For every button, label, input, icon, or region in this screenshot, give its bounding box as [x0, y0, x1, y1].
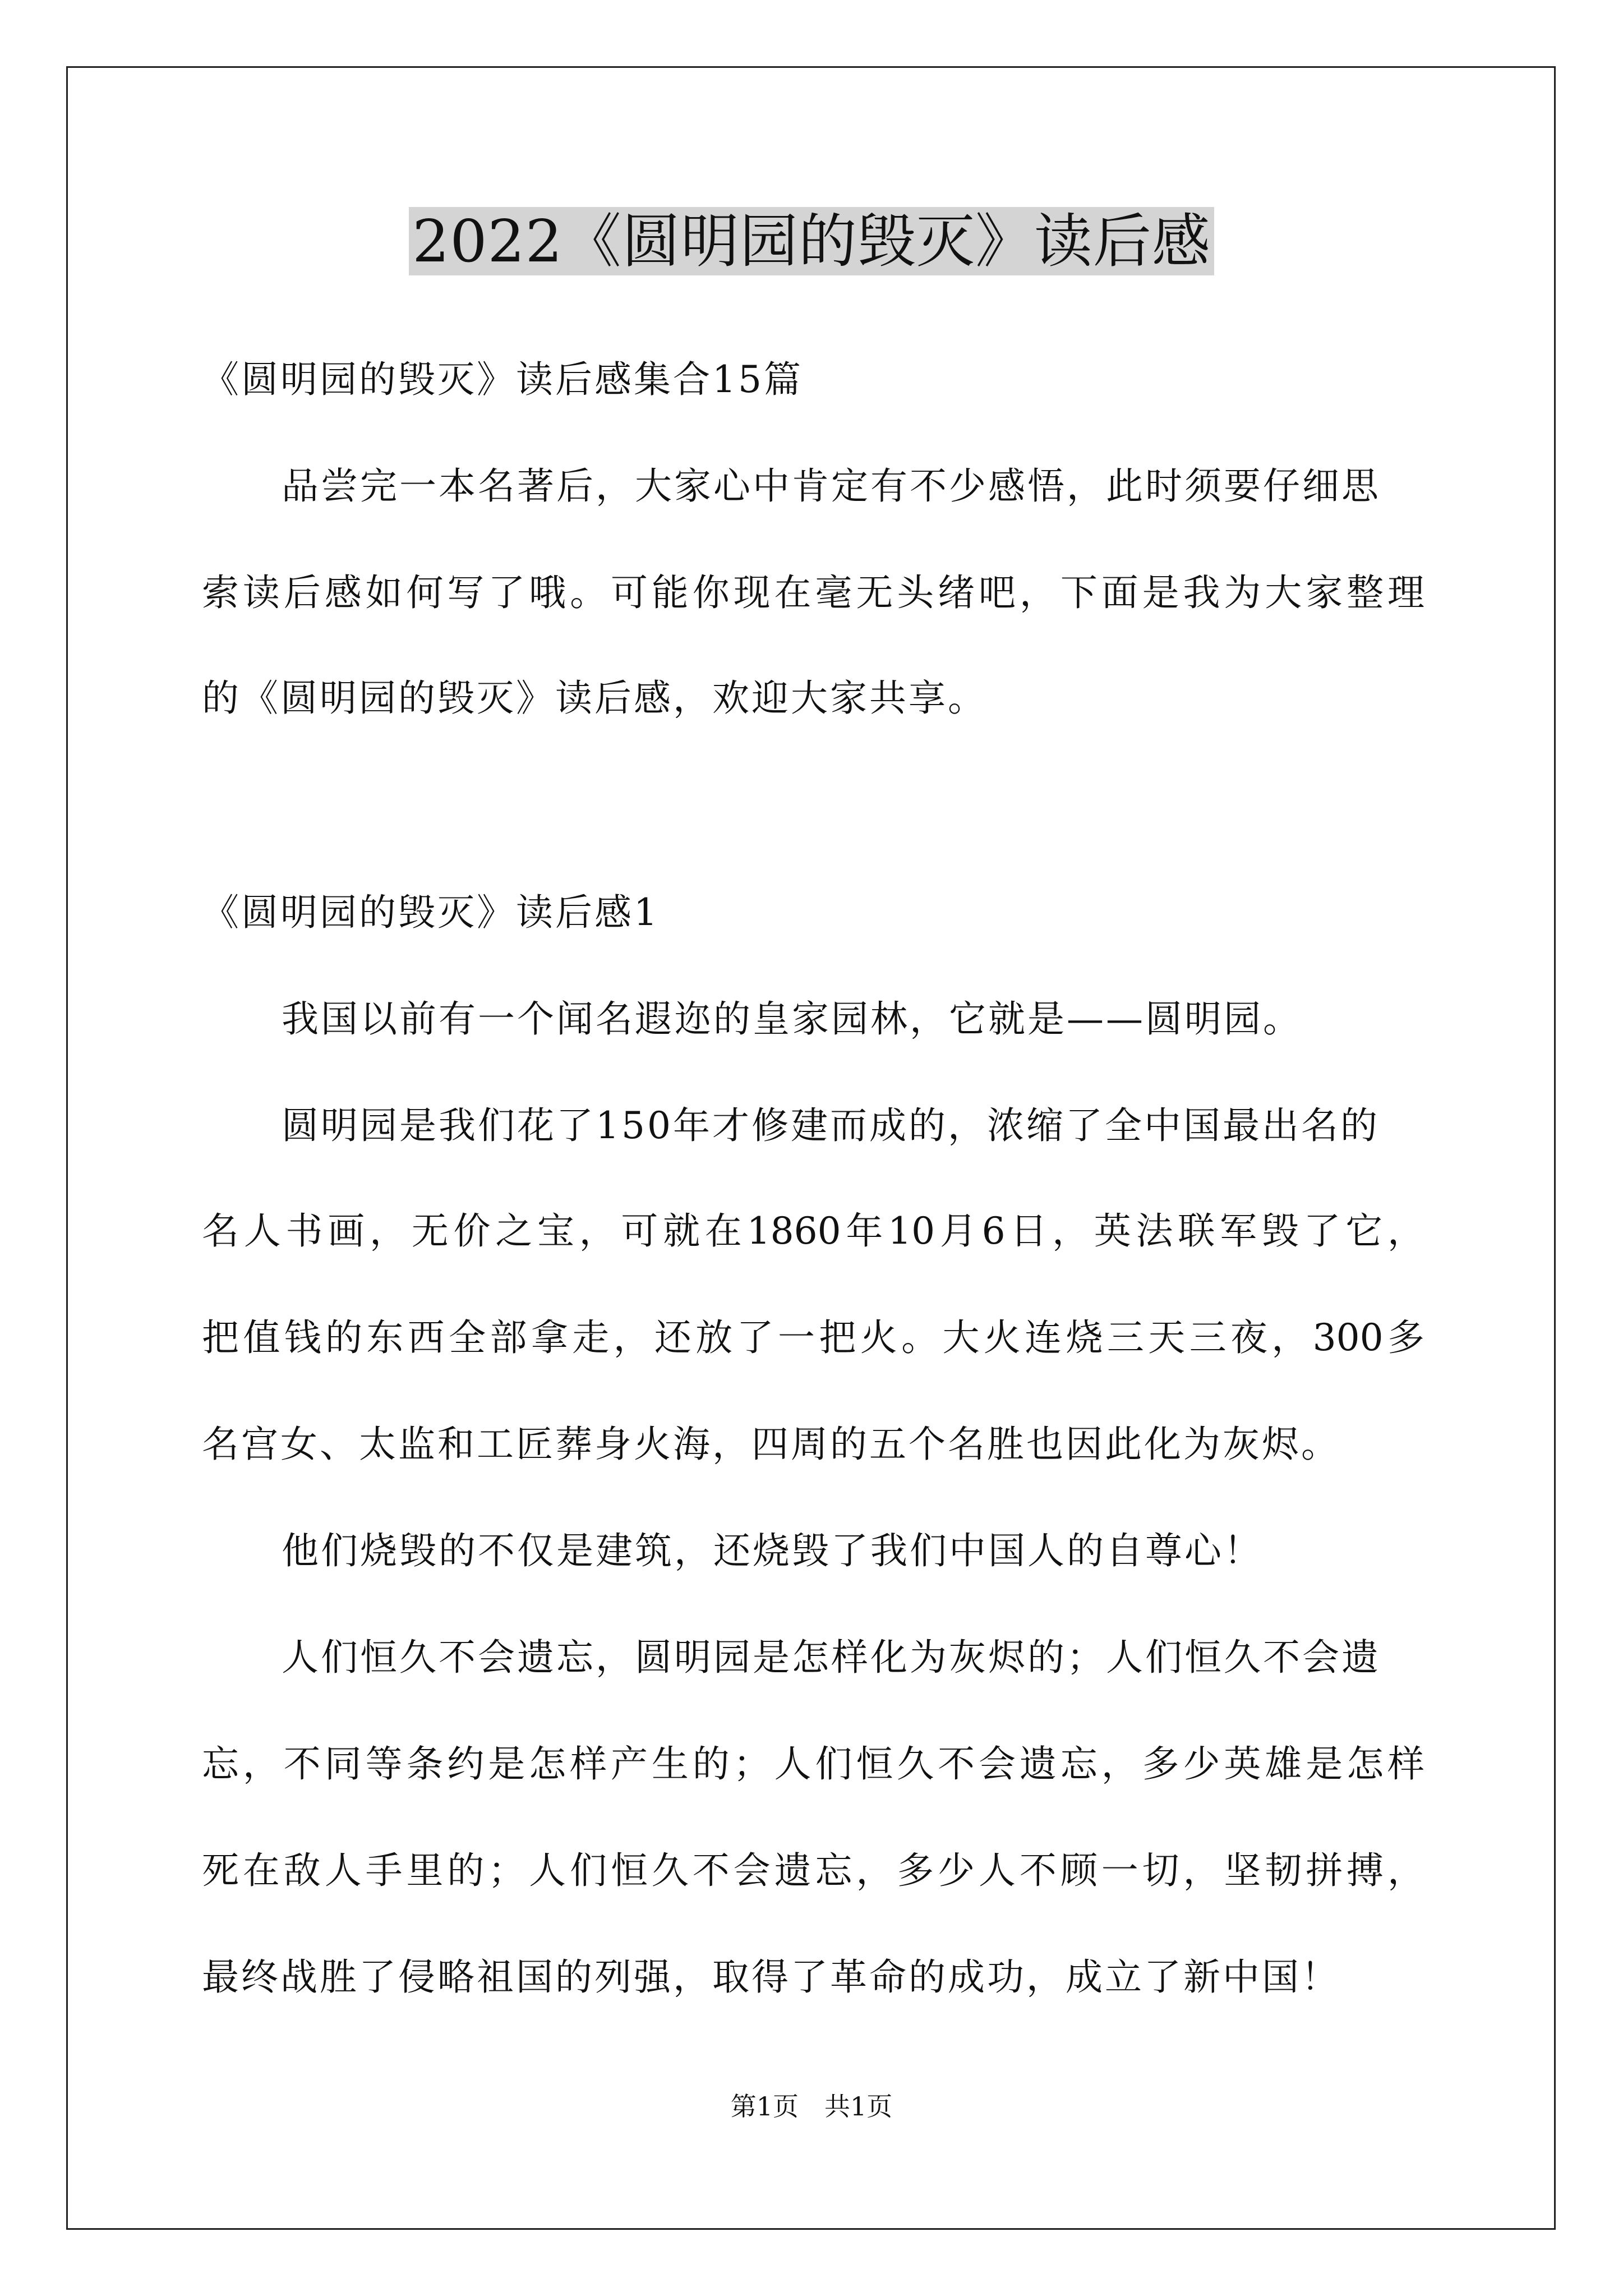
body-line: 名人书画，无价之宝，可就在1860年10月6日，英法联军毁了它，: [202, 1209, 1424, 1253]
title-text: 2022《圆明园的毁灭》读后感: [409, 207, 1214, 275]
body-line: 死在敌人手里的；人们恒久不会遗忘，多少人不顾一切，坚韧拼搏，: [202, 1849, 1424, 1892]
body-line: 我国以前有一个闻名遐迩的皇家园林，它就是——圆明园。: [282, 997, 1302, 1041]
body-line: 他们烧毁的不仅是建筑，还烧毁了我们中国人的自尊心！: [282, 1529, 1263, 1572]
intro-line: 的《圆明园的毁灭》读后感，欢迎大家共享。: [202, 677, 987, 720]
body-line: 名宫女、太监和工匠葬身火海，四周的五个名胜也因此化为灰烬。: [202, 1423, 1340, 1466]
section-heading: 《圆明园的毁灭》读后感1: [202, 891, 660, 934]
intro-line: 索读后感如何写了哦。可能你现在毫无头绪吧，下面是我为大家整理: [202, 571, 1424, 614]
body-line: 把值钱的东西全部拿走，还放了一把火。大火连烧三天三夜，300多: [202, 1316, 1424, 1359]
document-subtitle: 《圆明园的毁灭》读后感集合15篇: [202, 358, 803, 401]
body-line: 圆明园是我们花了150年才修建而成的，浓缩了全中国最出名的: [282, 1104, 1380, 1147]
body-line: 忘，不同等条约是怎样产生的；人们恒久不会遗忘，多少英雄是怎样: [202, 1742, 1424, 1786]
intro-line: 品尝完一本名著后，大家心中肯定有不少感悟，此时须要仔细思: [282, 464, 1381, 508]
body-line: 人们恒久不会遗忘，圆明园是怎样化为灰烬的；人们恒久不会遗: [282, 1636, 1381, 1679]
document-title: [0, 202, 1623, 280]
body-line: 最终战胜了侵略祖国的列强，取得了革命的成功，成立了新中国！: [202, 1955, 1340, 1999]
page-number: 第1页 共1页: [730, 2091, 893, 2122]
